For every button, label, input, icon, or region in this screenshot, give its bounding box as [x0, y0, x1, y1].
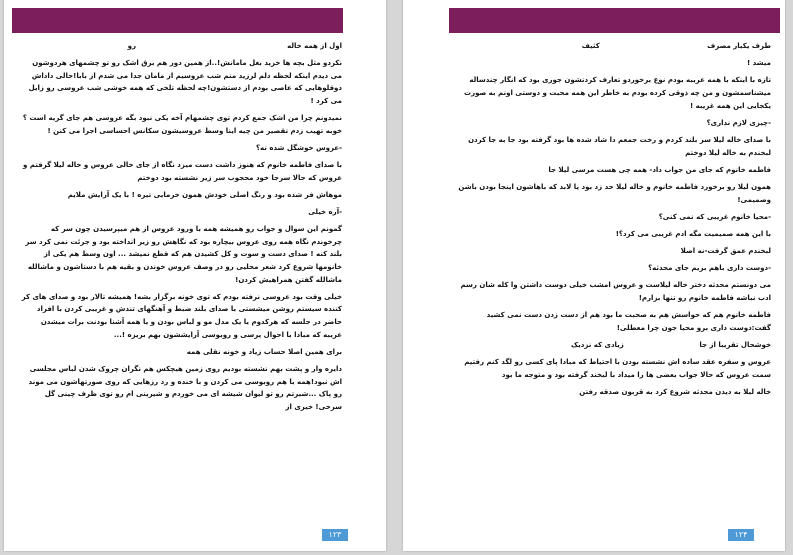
paragraph: گمونم این سوال و جواب رو همیشه همه با ورود عروس از هم میپرسیدن چون سر که چرخوندم نگاه همه روی عروس بیچاره بود که نگاهش رو زیر انداخته بود و جرئت نمی کرد سر بلند کنه ! صدای دست و سوت و کل کشیدن هم که قطع نمیشد ... اون وسط هم یکی از خانومها شروع کرد شعر محلیی رو در وصف عروس خوندن و بقیه هم با دستاشون و ماشالله ماشالله گفتن همراهیش کردن!: [22, 225, 342, 284]
paragraph: -محیا خانوم غریبی که نمی کنی؟: [658, 212, 771, 221]
paragraph: میشد !: [747, 59, 771, 68]
header-banner: [449, 8, 780, 33]
paragraph: -چیزی لازم نداری؟: [706, 118, 771, 127]
paragraph: نکردو مثل بچه ها خزید بغل مامانش!..از همین دور هم برق اشک رو تو چشمهای هردوشون می دیدم اینکه لحظه دلم لرزید منم شب عروسیم از مامان جدا می شدم از بابا!حالی داداش دوقلوهایی که عاصی بودم از دستشون!چه لحظه تلخی که همه خوشی شب عروسی رو زایل می کرد !: [26, 59, 342, 105]
paragraph: خاله لیلا به دیدن محدثه شروع کرد به قربون صدقه رفتن: [579, 387, 771, 396]
paragraph: با صدای فاطمه خانوم که هنوز داشت دست میزد نگاه از جای خالی عروس و خاله لیلا گرفتم و عروس که حالا سرجا خود محجوب سر زیر نشسته بود دوختم: [20, 161, 342, 182]
paragraph: می دونستم محدثه دختر خاله لیلاست و عروس امشب خیلی دوست داشتن وا کله شان رسم ادب نباشه فاطمه خانوم رو تنها بزارم!: [458, 281, 771, 303]
header-banner: [12, 8, 343, 33]
body-text: [449, 40, 771, 403]
paragraph: با این همه صمیمیت مگه ادم غریبی می کرد؟!: [615, 229, 771, 238]
paragraph: فاطمه خانوم هم که حواسش هم به صحبت ما بود هم از دست زدن دست نمی کشید گفت:دوست داری برو محیا جون چرا معطلی!: [484, 311, 771, 332]
body-text: [20, 40, 342, 418]
paragraph: موهاش فر شده بود و رنگ اصلی خودش همون خرمایی تیره ! با یک آرایش ملایم: [67, 190, 342, 199]
paragraph: برای همین اصلا حساب زیاد و خونه نقلی همه: [186, 347, 342, 356]
paragraph: -عروس خوشگل شده نه؟: [256, 143, 342, 152]
paragraph: -آره خیلی: [308, 208, 342, 217]
page-number: ۱۲۴: [728, 529, 754, 541]
paragraph: همون لیلا رو برخورد فاطمه خانوم و خاله لیلا حد زد بود یا لابد که باهاشون اینجا بودن باشن وصمیمی!: [455, 182, 771, 204]
page-number: ۱۲۳: [322, 529, 348, 541]
paragraph: -دوست داری باهم بریم جای محدثه؟: [648, 264, 771, 273]
paragraph: فاطمه خانوم که جای من جواب داد- همه چی هست مرسی لیلا جا: [548, 165, 771, 174]
paragraph: لبخندم عمق گرفت-نه اصلا: [680, 247, 771, 256]
paragraph: اول از همه خاله رو: [127, 42, 342, 50]
paragraph: طرف یکبار مصرف کثیف: [581, 42, 771, 50]
paragraph: خیلی وقت بود عروسی نرفته بودم که توی خونه برگزار بشه! همیشه تالار بود و صدای های کر کننده سیستم روشن میشستی با صدای بلند ضبط و آهنگهای تندش و غریبی کردن با افراد حاضر در جلسه که هرکدوم یا یک مدل مو و لباس بودن و یا همه آشنا بودنت برات میشدن غریبه که مبادا با احوال پرسی و روبوسی آرایششون بهم بریزه !...: [19, 292, 342, 339]
right-page: [403, 0, 785, 551]
left-page: [4, 0, 386, 551]
paragraph: خوشحال تقریبا از جا زیادی که نزدیک: [570, 341, 771, 349]
paragraph: نمیدونم چرا من اشک جمع کردم توی چشمهام آخه یکی نبود بگه عروسی هم جای گریه است ؟ خوبه تهیب زدم تقصیر من چیه اینا وسط عروسیشون سکانس احساسی اجرا می کنن !: [20, 114, 342, 135]
paragraph: دایره وار و پشت بهم نشسته بودیم روی زمین هیچکس هم نگران چروک شدن لباس مجلسی اش نبود!همه با هم روبوسی می کردن و با خنده و رد رزهایی که روی صورتهاشون می موند رو پاک ...شیرتم رو تو لیوان شیشه ای می خوردم و شیرینی ام رو توی ظرف چینی گل سرخی! خیری از: [26, 365, 342, 411]
paragraph: با صدای خاله لیلا سر بلند کردم و رخت جمعم دا شاد شده ها بود گرفته بود جا به جا کردن لبخندم به خاله لیلا دوختم: [465, 135, 771, 157]
paragraph: تازه با اینکه با همه غریبه بودم نوع برخوردو تعارف کردنشون جوری بود که انگار چندساله میشناسمشون و من چه ذوقی کرده بودم به خاطر این همه محبت و دوستی اونم به صورت یکجایی این همه غریبه !: [461, 76, 771, 110]
paragraph: عروس و سفره عقد ساده اش نشسته بودن با احتیاط که مبادا پای کسی رو لگد کنم رفتیم سمت عروس که حالا جواب بعضی ها را میداد با لبخند گرفته بود و متوجه ما بود: [461, 358, 771, 379]
